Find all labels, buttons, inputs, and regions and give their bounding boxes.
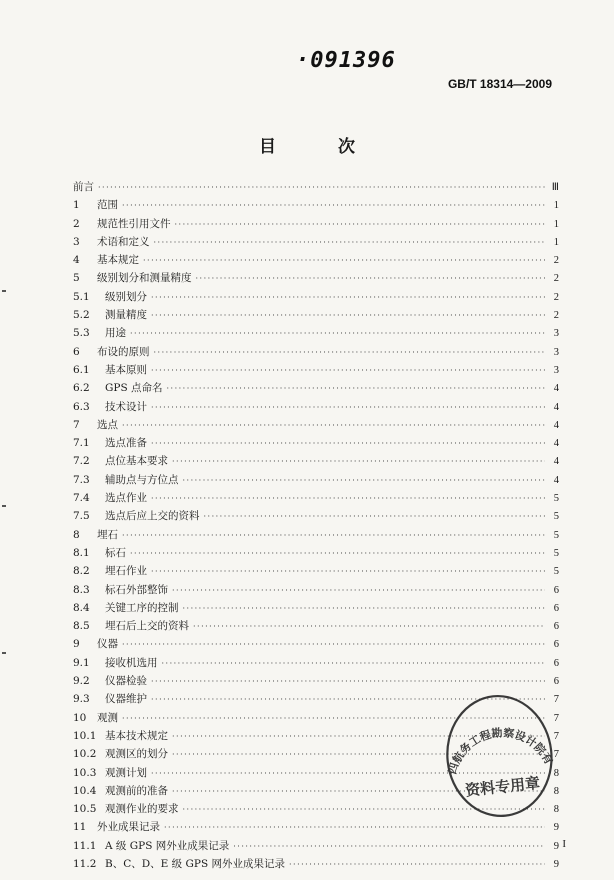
- toc-entry-number: 5: [73, 272, 80, 285]
- toc-entry-title: 观测计划: [105, 766, 147, 779]
- toc-entry-title: 级别划分和测量精度: [97, 272, 192, 285]
- toc-dot-leader: [193, 618, 545, 636]
- toc-entry-number: 10.5: [73, 803, 97, 816]
- toc-dot-leader: [154, 344, 546, 362]
- toc-dot-leader: [151, 399, 545, 417]
- toc-entry: [73, 452, 559, 470]
- toc-entry-number: 8.1: [73, 546, 90, 559]
- toc-dot-leader: [151, 490, 545, 508]
- toc-entry-title: 选点作业: [105, 492, 147, 505]
- toc-entry-page: 4: [553, 401, 559, 413]
- toc-entry-page: 9: [553, 822, 559, 834]
- toc-entry-title: 外业成果记录: [97, 821, 160, 834]
- toc-entry: [73, 727, 559, 745]
- toc-dot-leader: [151, 563, 545, 581]
- toc-entry: [73, 288, 559, 306]
- toc-entry-page: 2: [553, 310, 559, 322]
- toc-entry-number: 6.2: [73, 382, 90, 395]
- toc-entry-page: 3: [553, 346, 559, 358]
- toc-entry-page: Ⅲ: [551, 182, 559, 193]
- toc-entry-number: 7.5: [73, 510, 90, 523]
- toc-dot-leader: [183, 600, 546, 618]
- toc-entry-number: 2: [73, 217, 80, 230]
- toc-entry-title: 选点后应上交的资料: [105, 510, 200, 523]
- seal-upper-text: 中交第四航务工程勘察设计院有限公司: [445, 726, 556, 776]
- table-of-contents: [73, 178, 559, 873]
- toc-entry-page: 9: [553, 858, 559, 870]
- toc-entry-number: 8.2: [73, 565, 90, 578]
- toc-entry: [73, 654, 559, 672]
- toc-entry: [73, 690, 559, 708]
- toc-entry: [73, 251, 559, 269]
- toc-entry-title: 观测: [97, 711, 118, 724]
- toc-dot-leader: [122, 527, 545, 545]
- toc-entry: [73, 562, 559, 580]
- toc-entry-page: 5: [553, 547, 559, 559]
- toc-entry-title: 基本原则: [105, 363, 147, 376]
- toc-entry-number: 10.1: [73, 729, 97, 742]
- toc-entry-number: 3: [73, 235, 80, 248]
- toc-dot-leader: [122, 417, 545, 435]
- toc-entry-page: 8: [553, 804, 559, 816]
- toc-dot-leader: [130, 545, 545, 563]
- toc-entry: [73, 343, 559, 361]
- toc-entry-number: 8: [73, 528, 80, 541]
- toc-title: 目 次: [259, 137, 383, 157]
- toc-dot-leader: [175, 216, 546, 234]
- toc-dot-leader: [172, 746, 545, 764]
- toc-entry-title: 选点: [97, 418, 118, 431]
- toc-entry-page: 2: [553, 273, 559, 285]
- toc-entry-page: 5: [553, 511, 559, 523]
- toc-entry-number: 9.3: [73, 693, 90, 706]
- toc-entry-title: B、C、D、E 级 GPS 网外业成果记录: [105, 857, 285, 870]
- toc-dot-leader: [122, 636, 545, 654]
- toc-entry: [73, 361, 559, 379]
- toc-dot-leader: [172, 453, 545, 471]
- toc-dot-leader: [196, 270, 546, 288]
- toc-entry-title: 基本技术规定: [105, 729, 168, 742]
- toc-entry-number: 10.2: [73, 748, 97, 761]
- toc-entry-title: 仪器检验: [105, 675, 147, 688]
- toc-entry-page: 8: [553, 785, 559, 797]
- toc-entry-number: 6.3: [73, 400, 90, 413]
- toc-entry-title: 前言: [73, 181, 94, 193]
- toc-entry-page: 3: [553, 328, 559, 340]
- toc-entry-page: 6: [553, 621, 559, 633]
- toc-entry-page: 4: [553, 419, 559, 431]
- toc-entry-page: 6: [553, 657, 559, 669]
- toc-entry-page: 7: [553, 730, 559, 742]
- seal-lower-text: 资料专用章: [464, 773, 541, 800]
- toc-entry-title: GPS 点命名: [105, 382, 163, 395]
- toc-entry-page: 5: [553, 566, 559, 578]
- toc-dot-leader: [172, 582, 545, 600]
- toc-entry-number: 9.1: [73, 656, 90, 669]
- toc-dot-leader: [130, 325, 545, 343]
- toc-entry-page: 7: [553, 694, 559, 706]
- toc-entry: [73, 635, 559, 653]
- toc-entry-title: A 级 GPS 网外业成果记录: [105, 839, 230, 852]
- toc-entry-number: 7.4: [73, 492, 90, 505]
- toc-entry-number: 9.2: [73, 675, 90, 688]
- toc-entry: [73, 800, 559, 818]
- toc-entry: [73, 379, 559, 397]
- toc-entry: [73, 471, 559, 489]
- toc-dot-leader: [164, 819, 545, 837]
- toc-entry-number: 11: [73, 821, 87, 834]
- toc-entry-title: 布设的原则: [97, 345, 150, 358]
- toc-dot-leader: [151, 307, 545, 325]
- toc-entry-title: 标石: [105, 546, 126, 559]
- toc-dot-leader: [162, 655, 546, 673]
- toc-entry: [73, 581, 559, 599]
- toc-dot-leader: [151, 691, 545, 709]
- toc-dot-leader: [289, 856, 545, 874]
- toc-entry: [73, 489, 559, 507]
- toc-entry-title: 观测前的准备: [105, 784, 168, 797]
- toc-entry-page: 8: [553, 767, 559, 779]
- toc-entry-page: 2: [553, 291, 559, 303]
- page-number: I: [562, 838, 566, 850]
- toc-entry-page: 4: [553, 474, 559, 486]
- toc-entry-page: 3: [553, 364, 559, 376]
- toc-entry: [73, 617, 559, 635]
- toc-entry: [73, 855, 559, 873]
- toc-entry-title: 基本规定: [97, 254, 139, 267]
- toc-dot-leader: [143, 252, 545, 270]
- toc-entry-number: 9: [73, 638, 80, 651]
- toc-dot-leader: [122, 710, 545, 728]
- toc-entry: [73, 818, 559, 836]
- toc-dot-leader: [122, 197, 545, 215]
- toc-dot-leader: [172, 728, 545, 746]
- scan-mark: [2, 652, 6, 654]
- toc-dot-leader: [172, 783, 545, 801]
- toc-dot-leader: [151, 289, 545, 307]
- toc-entry-number: 7.1: [73, 437, 90, 450]
- toc-entry-title: 技术设计: [105, 400, 147, 413]
- toc-entry-page: 6: [553, 602, 559, 614]
- toc-entry: [73, 745, 559, 763]
- scan-mark: [2, 505, 6, 507]
- toc-entry-number: 10.4: [73, 784, 97, 797]
- toc-entry-page: 5: [553, 493, 559, 505]
- toc-entry-page: 6: [553, 639, 559, 651]
- toc-entry: [73, 306, 559, 324]
- toc-entry-page: 2: [553, 255, 559, 267]
- toc-entry-page: 1: [553, 200, 559, 212]
- toc-entry-number: 4: [73, 254, 80, 267]
- toc-entry-number: 5.1: [73, 290, 90, 303]
- toc-dot-leader: [166, 380, 545, 398]
- toc-entry: [73, 324, 559, 342]
- toc-entry: [73, 544, 559, 562]
- toc-dot-leader: [98, 179, 545, 197]
- toc-entry-number: 7.2: [73, 455, 90, 468]
- toc-dot-leader: [151, 435, 545, 453]
- toc-entry-number: 11.2: [73, 857, 97, 870]
- toc-entry-title: 标石外部整饰: [105, 583, 168, 596]
- toc-entry-number: 5.3: [73, 327, 90, 340]
- toc-entry-title: 仪器: [97, 638, 118, 651]
- toc-entry-number: 6.1: [73, 363, 90, 376]
- toc-entry: [73, 599, 559, 617]
- toc-entry: [73, 526, 559, 544]
- toc-dot-leader: [154, 234, 546, 252]
- toc-entry-title: 观测作业的要求: [105, 803, 179, 816]
- toc-dot-leader: [151, 673, 545, 691]
- toc-entry: [73, 269, 559, 287]
- toc-entry-number: 8.3: [73, 583, 90, 596]
- toc-dot-leader: [233, 838, 545, 856]
- toc-entry: [73, 398, 559, 416]
- toc-entry-number: 11.1: [73, 839, 97, 852]
- toc-entry-page: 1: [553, 218, 559, 230]
- toc-entry-page: 4: [553, 456, 559, 468]
- toc-entry-page: 5: [553, 529, 559, 541]
- toc-entry-page: 6: [553, 676, 559, 688]
- toc-entry-page: 7: [553, 712, 559, 724]
- toc-dot-leader: [204, 508, 546, 526]
- toc-dot-leader: [183, 801, 546, 819]
- toc-entry-title: 观测区的划分: [105, 748, 168, 761]
- toc-entry-title: 规范性引用文件: [97, 217, 171, 230]
- toc-entry-number: 5.2: [73, 309, 90, 322]
- toc-entry: [73, 837, 559, 855]
- toc-entry-number: 7: [73, 418, 80, 431]
- toc-entry-page: 6: [553, 584, 559, 596]
- toc-entry: [73, 709, 559, 727]
- toc-entry-number: 8.4: [73, 601, 90, 614]
- toc-entry-number: 7.3: [73, 473, 90, 486]
- toc-entry-title: 级别划分: [105, 290, 147, 303]
- standard-code: GB/T 18314—2009: [447, 77, 552, 91]
- toc-entry-title: 接收机选用: [105, 656, 158, 669]
- toc-entry: [73, 196, 559, 214]
- toc-dot-leader: [151, 765, 545, 783]
- toc-entry: [73, 782, 559, 800]
- toc-entry-page: 1: [553, 236, 559, 248]
- toc-entry: [73, 215, 559, 233]
- scan-mark: [2, 290, 6, 292]
- toc-entry: [73, 764, 559, 782]
- toc-entry-title: 埋石后上交的资料: [105, 620, 189, 633]
- toc-entry: [73, 434, 559, 452]
- toc-entry-title: 术语和定义: [97, 235, 150, 248]
- toc-entry-title: 埋石: [97, 528, 118, 541]
- toc-entry: [73, 672, 559, 690]
- toc-entry: [73, 507, 559, 525]
- toc-entry: [73, 178, 559, 196]
- toc-entry-title: 范围: [97, 199, 118, 212]
- toc-entry-title: 选点准备: [105, 437, 147, 450]
- toc-dot-leader: [183, 472, 546, 490]
- toc-entry-title: 仪器维护: [105, 693, 147, 706]
- toc-entry-title: 辅助点与方位点: [105, 473, 179, 486]
- document-id: ·091396: [296, 48, 396, 73]
- toc-entry-title: 测量精度: [105, 309, 147, 322]
- toc-entry-number: 8.5: [73, 620, 90, 633]
- toc-entry: [73, 416, 559, 434]
- toc-entry-number: 1: [73, 199, 80, 212]
- toc-entry-page: 4: [553, 438, 559, 450]
- toc-entry-title: 用途: [105, 327, 126, 340]
- toc-entry-number: 6: [73, 345, 80, 358]
- toc-entry-title: 点位基本要求: [105, 455, 168, 468]
- toc-dot-leader: [151, 362, 545, 380]
- toc-entry-number: 10: [73, 711, 87, 724]
- toc-entry: [73, 233, 559, 251]
- toc-entry-page: 9: [553, 840, 559, 852]
- toc-entry-title: 关键工序的控制: [105, 601, 179, 614]
- toc-entry-number: 10.3: [73, 766, 97, 779]
- toc-entry-page: 4: [553, 383, 559, 395]
- toc-entry-title: 埋石作业: [105, 565, 147, 578]
- toc-entry-page: 7: [553, 749, 559, 761]
